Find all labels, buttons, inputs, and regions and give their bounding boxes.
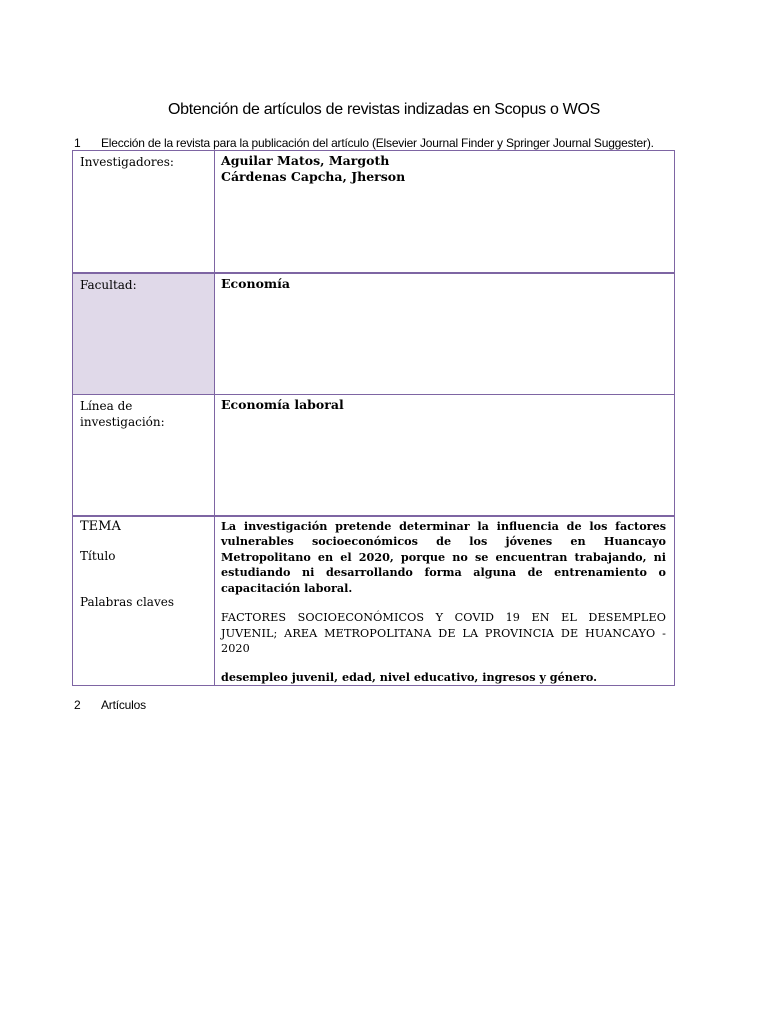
- investigadores-label: Investigadores:: [73, 151, 215, 273]
- palabras-claves-label: Palabras claves: [80, 594, 174, 609]
- document-title: Obtención de artículos de revistas indizadas en Scopus o WOS: [167, 101, 601, 118]
- titulo-label: Título: [80, 548, 116, 563]
- titulo-value: FACTORES SOCIOECONÓMICOS Y COVID 19 EN EL DESEMPLEO JUVENIL; AREA METROPOLITANA DE LA PROVINCIA DE HUANCAYO - 2020: [221, 611, 666, 655]
- tema-labels: [73, 516, 215, 686]
- section-2-text: Artículos: [101, 698, 146, 712]
- section-1-heading: [74, 136, 654, 150]
- row-tema: [73, 516, 675, 686]
- palabras-claves-value: desempleo juvenil, edad, nivel educativo, ingresos y género.: [221, 669, 598, 684]
- tema-description: La investigación pretende determinar la influencia de los factores vulnerables socioeconómicos de los jóvenes en Huancayo Metropolitano en el 2020, porque no se encuentran trabajando, ni estudiando ni desarrollando forma alguna de entrenamiento o capacitación laboral.: [221, 518, 666, 595]
- research-info-table: [72, 150, 675, 686]
- section-1-number: 1: [74, 136, 81, 150]
- linea-label-line1: Línea de: [80, 399, 133, 413]
- facultad-value: Economía: [215, 273, 675, 395]
- tema-label: TEMA: [80, 518, 121, 534]
- row-investigadores: [73, 151, 675, 273]
- row-facultad: [73, 273, 675, 395]
- section-2-heading: [74, 698, 146, 712]
- linea-label: [73, 395, 215, 516]
- section-1-text: Elección de la revista para la publicación del artículo (Elsevier Journal Finder y Springer Journal Suggester).: [101, 136, 654, 150]
- investigador-2: Cárdenas Capcha, Jherson: [221, 169, 406, 184]
- linea-value: Economía laboral: [215, 395, 675, 516]
- section-2-number: 2: [74, 698, 81, 712]
- linea-label-line2: investigación:: [80, 415, 165, 429]
- investigador-1: Aguilar Matos, Margoth: [221, 153, 390, 168]
- facultad-label: Facultad:: [73, 273, 215, 395]
- investigadores-value: [215, 151, 675, 273]
- row-linea-investigacion: [73, 395, 675, 516]
- tema-value: [215, 516, 675, 686]
